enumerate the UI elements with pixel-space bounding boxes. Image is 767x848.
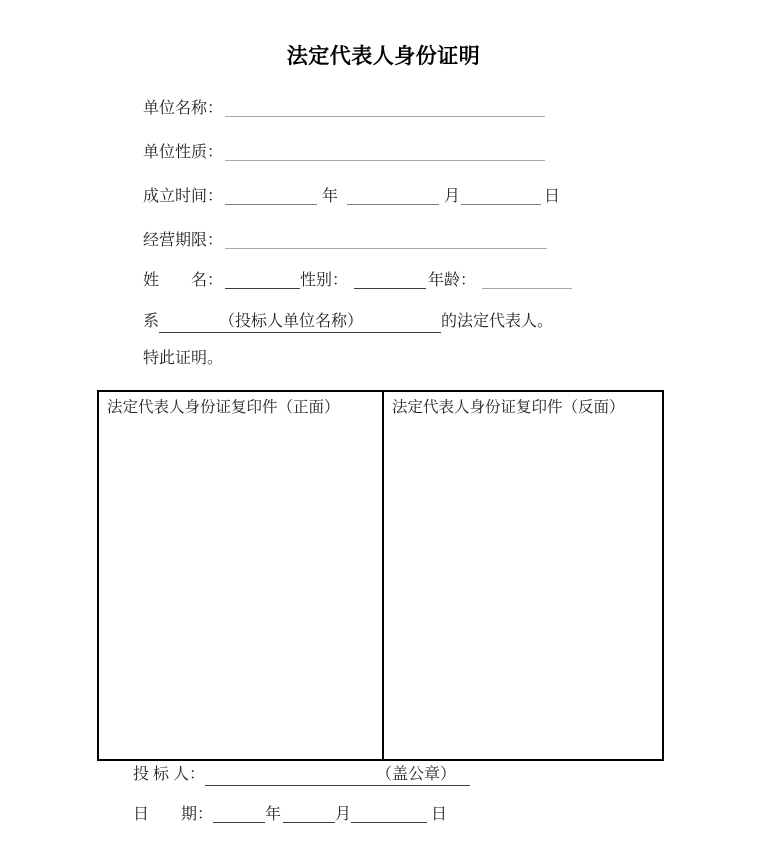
date-month-blank[interactable] xyxy=(283,806,335,823)
date-row xyxy=(133,805,447,825)
id-copy-front-label: 法定代表人身份证复印件（正面） xyxy=(107,399,340,416)
name-label: 姓 名： xyxy=(143,272,224,289)
page-title: 法定代表人身份证明 xyxy=(286,44,481,68)
representative-row xyxy=(143,312,553,333)
unit-nature-row xyxy=(143,143,545,163)
unit-nature-blank[interactable] xyxy=(225,144,545,161)
establish-year-blank[interactable] xyxy=(225,188,317,205)
person-info-row xyxy=(143,271,572,291)
date-day-blank[interactable] xyxy=(351,806,427,823)
age-blank[interactable] xyxy=(482,272,572,289)
hereby-text: 特此证明。 xyxy=(143,350,224,367)
bidder-label: 投 标 人： xyxy=(133,766,206,783)
unit-name-blank[interactable] xyxy=(225,100,545,117)
bidder-unit-underlined[interactable] xyxy=(159,312,441,333)
rep-suffix: 的法定代表人。 xyxy=(441,313,554,330)
business-term-row xyxy=(143,231,547,251)
gender-label: 性别： xyxy=(300,272,349,289)
bidder-signature-blank[interactable] xyxy=(205,765,470,786)
bidder-unit-hint: （投标人单位名称） xyxy=(219,313,364,330)
unit-name-label: 单位名称： xyxy=(143,100,224,117)
establish-date-row xyxy=(143,187,560,207)
id-copy-back-label: 法定代表人身份证复印件（反面） xyxy=(392,399,625,416)
unit-name-row xyxy=(143,99,545,119)
seal-hint: （盖公章） xyxy=(376,766,457,783)
date-year-blank[interactable] xyxy=(213,806,265,823)
rep-prefix: 系 xyxy=(143,313,160,330)
date-year-suffix: 年 xyxy=(265,806,282,823)
business-term-blank[interactable] xyxy=(225,232,547,249)
bidder-signature-row xyxy=(133,765,470,786)
id-copy-box xyxy=(97,390,664,761)
establish-day-blank[interactable] xyxy=(461,188,541,205)
hereby-row xyxy=(143,349,223,369)
date-label: 日 期： xyxy=(133,806,214,823)
establish-date-label: 成立时间： xyxy=(143,188,224,205)
business-term-label: 经营期限： xyxy=(143,232,224,249)
gender-blank[interactable] xyxy=(354,272,426,289)
year-suffix: 年 xyxy=(322,188,339,205)
date-month-suffix: 月 xyxy=(335,806,352,823)
id-copy-back-cell[interactable] xyxy=(384,392,662,759)
day-suffix: 日 xyxy=(544,188,561,205)
establish-month-blank[interactable] xyxy=(347,188,439,205)
month-suffix: 月 xyxy=(444,188,461,205)
unit-nature-label: 单位性质： xyxy=(143,144,224,161)
age-label: 年龄： xyxy=(428,272,477,289)
name-blank[interactable] xyxy=(225,272,300,289)
id-copy-front-cell[interactable] xyxy=(99,392,384,759)
date-day-suffix: 日 xyxy=(431,806,448,823)
